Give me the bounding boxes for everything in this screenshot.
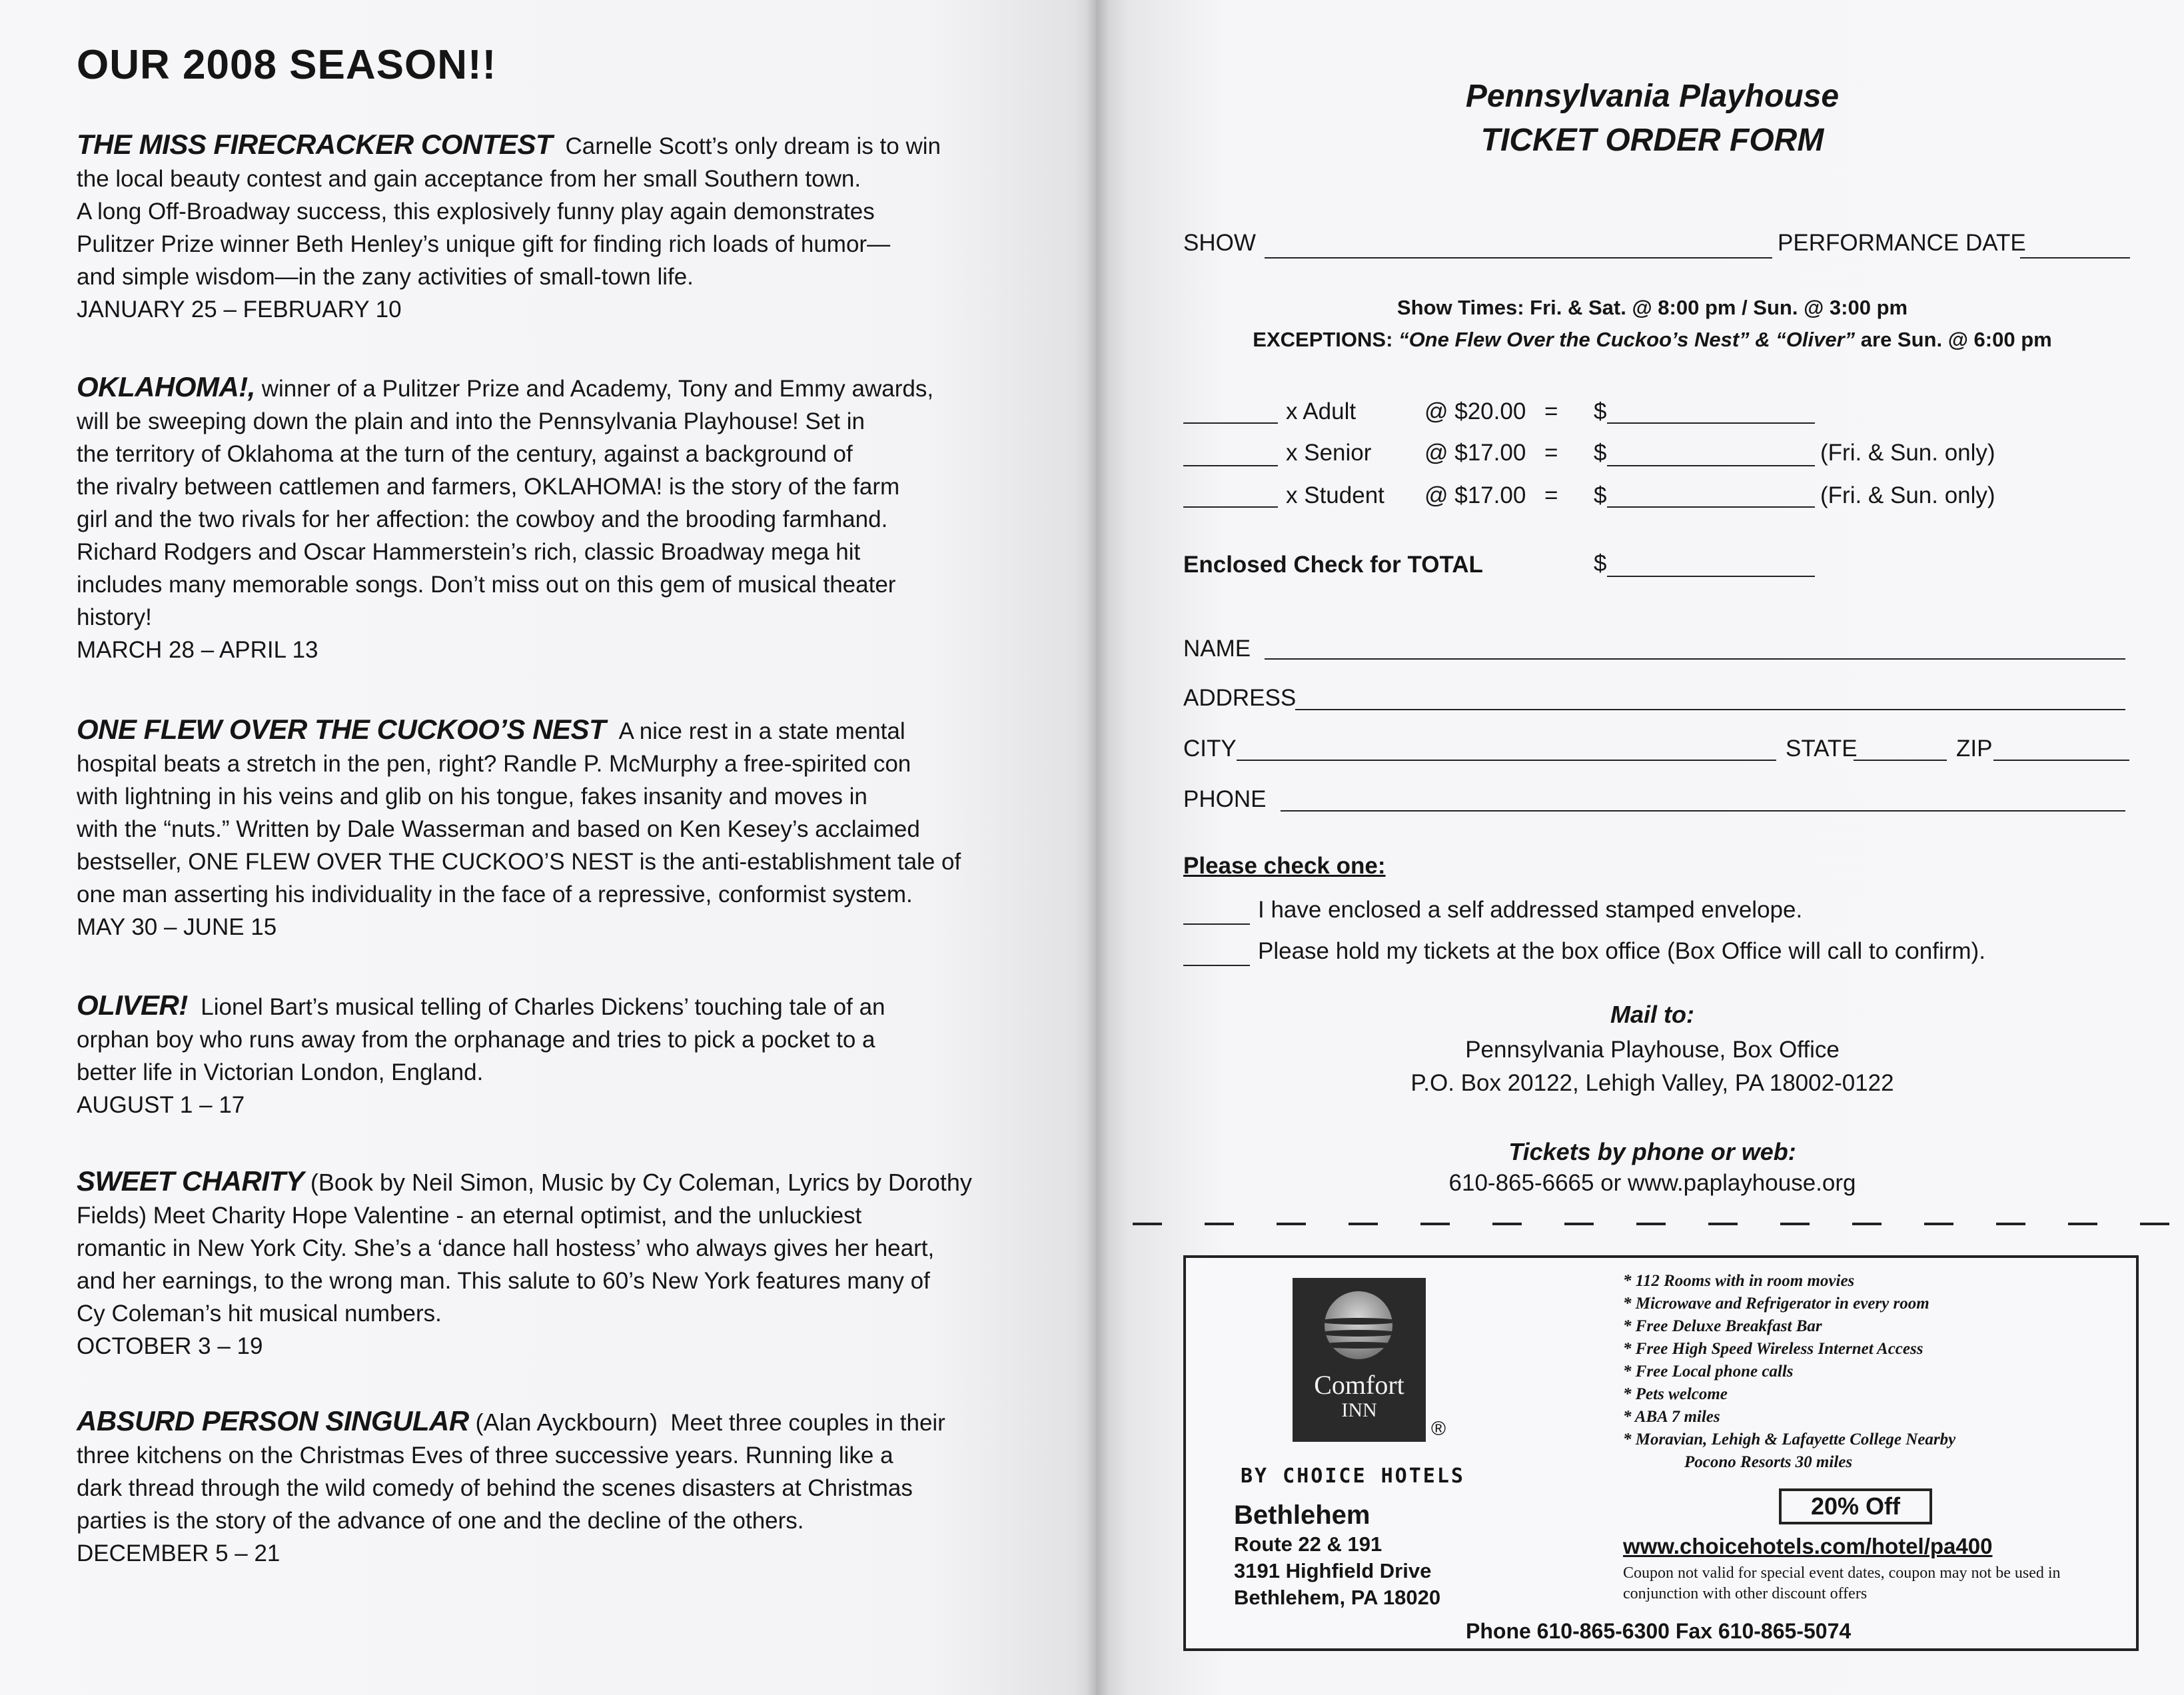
play-text: winner of a Pulitzer Prize and Academy, Tony and Emmy awards,	[261, 376, 934, 402]
address-label: ADDRESS	[1183, 685, 1297, 711]
play-text: the territory of Oklahoma at the turn of the century, against a background of	[77, 441, 853, 467]
check-option: I have enclosed a self addressed stamped envelope.	[1258, 897, 1803, 923]
play-text: includes many memorable songs. Don’t miss out on this gem of musical theater	[77, 572, 896, 598]
exceptions-label: EXCEPTIONS:	[1253, 328, 1393, 351]
student-amount-field[interactable]	[1607, 506, 1815, 508]
performance-date-label: PERFORMANCE DATE	[1778, 230, 2026, 256]
logo-text: Comfort	[1314, 1370, 1404, 1400]
play-title: SWEET CHARITY	[77, 1165, 304, 1197]
ticket-price: @ $17.00	[1424, 482, 1526, 508]
exceptions-line	[1133, 328, 2172, 352]
total-label: Enclosed Check for TOTAL	[1183, 552, 1483, 578]
total-field[interactable]	[1607, 576, 1815, 577]
play-text: bestseller, ONE FLEW OVER THE CUCKOO’S NEST is the anti-establishment tale of	[77, 849, 961, 875]
play-text: romantic in New York City. She’s a ‘dance hall hostess’ who always gives her heart,	[77, 1235, 935, 1261]
hotel-phone-fax: Phone 610-865-6300 Fax 610-865-5074	[1466, 1619, 1852, 1643]
dollar-sign: $	[1594, 482, 1607, 508]
adult-qty-field[interactable]	[1183, 422, 1278, 424]
form-title	[1133, 75, 2172, 163]
play-text: and her earnings, to the wrong man. This salute to 60’s New York features many of	[77, 1268, 930, 1294]
ticket-price: @ $17.00	[1424, 440, 1526, 466]
ticket-type: x Adult	[1286, 398, 1357, 424]
logo-wordmark	[1293, 1371, 1426, 1422]
play-title: ABSURD PERSON SINGULAR	[77, 1405, 469, 1436]
play-text: girl and the two rivals for her affection: the cowboy and the brooding farmhand.	[77, 506, 888, 532]
amenity-item: * Free Local phone calls	[1623, 1363, 1794, 1381]
play-entry	[77, 128, 1023, 326]
equals-sign: =	[1544, 440, 1558, 466]
cut-line	[1133, 1223, 2179, 1225]
season-title: OUR 2008 SEASON!!	[77, 42, 497, 88]
discount-badge: 20% Off	[1779, 1488, 1932, 1524]
ticket-note: (Fri. & Sun. only)	[1820, 482, 1995, 508]
play-text: Carnelle Scott’s only dream is to win	[565, 133, 941, 159]
play-text: will be sweeping down the plain and into the Pennsylvania Playhouse! Set in	[77, 408, 865, 434]
play-dates: DECEMBER 5 – 21	[77, 1540, 280, 1566]
dollar-sign: $	[1594, 550, 1607, 576]
play-entry	[77, 713, 1023, 943]
student-qty-field[interactable]	[1183, 506, 1278, 508]
amenity-item: * Free Deluxe Breakfast Bar	[1623, 1317, 1822, 1335]
play-entry	[77, 989, 1023, 1121]
play-text: Lionel Bart’s musical telling of Charles Dickens’ touching tale of an	[201, 994, 885, 1020]
amenity-item: Pocono Resorts 30 miles	[1684, 1453, 1853, 1471]
registered-mark: ®	[1431, 1418, 1446, 1440]
play-dates: MAY 30 – JUNE 15	[77, 914, 277, 940]
play-text: with lightning in his veins and glib on his tongue, fakes insanity and moves in	[77, 784, 867, 810]
phone-label: PHONE	[1183, 786, 1267, 812]
performance-date-field[interactable]	[2020, 257, 2130, 259]
play-dates: MARCH 28 – APRIL 13	[77, 637, 318, 663]
mail-address-line: P.O. Box 20122, Lehigh Valley, PA 18002-0122	[1410, 1070, 1894, 1096]
exceptions-shows: “One Flew Over the Cuckoo’s Nest” & “Oliver”	[1398, 328, 1856, 351]
play-text: dark thread through the wild comedy of behind the scenes disasters at Christmas	[77, 1475, 913, 1501]
senior-amount-field[interactable]	[1607, 465, 1815, 466]
envelope-checkbox[interactable]	[1183, 923, 1250, 925]
form-title-line: TICKET ORDER FORM	[1480, 123, 1824, 158]
amenity-item: * Microwave and Refrigerator in every room	[1623, 1295, 1929, 1313]
play-text: Cy Coleman’s hit musical numbers.	[77, 1301, 442, 1327]
state-field[interactable]	[1854, 760, 1947, 761]
amenity-item: * 112 Rooms with in room movies	[1623, 1272, 1855, 1290]
equals-sign: =	[1544, 398, 1558, 424]
show-times: Show Times: Fri. & Sat. @ 8:00 pm / Sun. @ 3:00 pm	[1396, 296, 1908, 319]
hotel-street: 3191 Highfield Drive	[1234, 1559, 1432, 1582]
city-label: CITY	[1183, 736, 1237, 762]
form-title-line: Pennsylvania Playhouse	[1465, 79, 1840, 114]
play-dates: AUGUST 1 – 17	[77, 1092, 245, 1118]
phone-web-heading: Tickets by phone or web:	[1508, 1138, 1796, 1165]
ticket-note: (Fri. & Sun. only)	[1820, 440, 1995, 466]
play-text: one man asserting his individuality in the face of a repressive, conformist system.	[77, 881, 913, 907]
by-choice-hotels: BY CHOICE HOTELS	[1241, 1464, 1465, 1488]
page-gutter	[1086, 0, 1109, 1695]
mail-address-line: Pennsylvania Playhouse, Box Office	[1465, 1037, 1840, 1063]
hotel-address	[1234, 1499, 1440, 1611]
amenity-item: * Free High Speed Wireless Internet Access	[1623, 1340, 1923, 1358]
play-text: better life in Victorian London, England.	[77, 1059, 484, 1085]
play-title: ONE FLEW OVER THE CUCKOO’S NEST	[77, 714, 606, 745]
logo-text: INN	[1341, 1399, 1377, 1421]
name-label: NAME	[1183, 636, 1251, 662]
city-field[interactable]	[1237, 760, 1776, 761]
hotel-city-state-zip: Bethlehem, PA 18020	[1234, 1586, 1441, 1609]
amenities-list	[1623, 1270, 1955, 1474]
exceptions-time: are Sun. @ 6:00 pm	[1860, 328, 2052, 351]
play-text: the local beauty contest and gain acceptance from her small Southern town.	[77, 166, 861, 192]
globe-icon	[1325, 1291, 1392, 1359]
zip-field[interactable]	[1993, 760, 2129, 761]
dollar-sign: $	[1594, 398, 1607, 424]
amenity-item: * ABA 7 miles	[1623, 1408, 1720, 1426]
play-entry	[77, 370, 1023, 666]
ticket-price: @ $20.00	[1424, 398, 1526, 424]
play-text: history!	[77, 604, 152, 630]
hotel-url-link[interactable]: www.choicehotels.com/hotel/pa400	[1623, 1534, 1993, 1558]
play-text: orphan boy who runs away from the orphanage and tries to pick a pocket to a	[77, 1027, 875, 1053]
play-text: A long Off-Broadway success, this explosively funny play again demonstrates	[77, 199, 875, 225]
play-text: parties is the story of the advance of one and the decline of the others.	[77, 1508, 804, 1534]
equals-sign: =	[1544, 482, 1558, 508]
coupon-fine-print: Coupon not valid for special event dates, coupon may not be used in conjunction with other discount offers	[1623, 1564, 2061, 1602]
play-title: OKLAHOMA!,	[77, 371, 255, 402]
senior-qty-field[interactable]	[1183, 465, 1278, 466]
phone-web-text: 610-865-6665 or www.paplayhouse.org	[1448, 1170, 1856, 1196]
play-text: with the “nuts.” Written by Dale Wasserman and based on Ken Kesey’s acclaimed	[77, 816, 920, 842]
play-title: THE MISS FIRECRACKER CONTEST	[77, 129, 553, 160]
amenity-item: * Pets welcome	[1623, 1385, 1728, 1403]
play-text: three kitchens on the Christmas Eves of three successive years. Running like a	[77, 1442, 893, 1468]
ticket-type: x Senior	[1286, 440, 1372, 466]
play-dates: JANUARY 25 – FEBRUARY 10	[77, 296, 402, 322]
dollar-sign: $	[1594, 440, 1607, 466]
play-credit: (Alan Ayckbourn)	[475, 1409, 658, 1436]
play-title: OLIVER!	[77, 989, 188, 1021]
play-text: the rivalry between cattlemen and farmers, OKLAHOMA! is the story of the farm	[77, 474, 900, 500]
ticket-type: x Student	[1286, 482, 1384, 508]
play-dates: OCTOBER 3 – 19	[77, 1333, 263, 1359]
play-text: A nice rest in a state mental	[618, 718, 905, 744]
play-entry	[77, 1165, 1023, 1363]
check-option: Please hold my tickets at the box office (Box Office will call to confirm).	[1258, 938, 1985, 964]
play-text: Meet three couples in their	[670, 1410, 945, 1436]
show-field[interactable]	[1265, 257, 1772, 259]
hotel-route: Route 22 & 191	[1234, 1532, 1382, 1556]
adult-amount-field[interactable]	[1607, 422, 1815, 424]
hotel-city: Bethlehem	[1234, 1500, 1370, 1530]
phone-field[interactable]	[1281, 810, 2125, 812]
show-label: SHOW	[1183, 230, 1256, 256]
play-entry	[77, 1405, 1023, 1570]
amenity-item: * Moravian, Lehigh & Lafayette College Nearby	[1623, 1430, 1956, 1448]
name-field[interactable]	[1265, 658, 2125, 660]
play-text: hospital beats a stretch in the pen, right? Randle P. McMurphy a free-spirited con	[77, 751, 911, 777]
play-text: Richard Rodgers and Oscar Hammerstein’s rich, classic Broadway mega hit	[77, 539, 861, 565]
mail-heading: Mail to:	[1610, 1001, 1694, 1028]
hold-checkbox[interactable]	[1183, 965, 1250, 966]
play-text: and simple wisdom—in the zany activities of small-town life.	[77, 264, 694, 290]
play-text: Pulitzer Prize winner Beth Henley’s unique gift for finding rich loads of humor—	[77, 231, 891, 257]
play-credit: (Book by Neil Simon, Music by Cy Coleman, Lyrics by Dorothy	[310, 1169, 972, 1196]
play-text: Fields) Meet Charity Hope Valentine - an eternal optimist, and the unluckiest	[77, 1203, 862, 1229]
address-field[interactable]	[1295, 709, 2125, 710]
state-label: STATE	[1786, 736, 1858, 762]
zip-label: ZIP	[1956, 736, 1993, 762]
check-heading: Please check one:	[1183, 853, 1386, 879]
